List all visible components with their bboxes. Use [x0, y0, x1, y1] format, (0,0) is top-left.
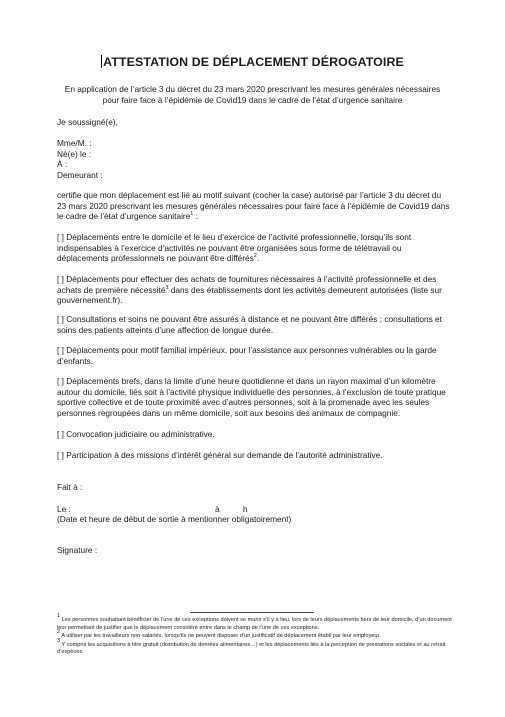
time-at-label: à	[215, 504, 220, 514]
checkbox-placeholder: [ ]	[57, 376, 64, 386]
footnote-ref: 3	[165, 284, 169, 291]
footnotes	[57, 613, 457, 657]
checkbox-placeholder: [ ]	[57, 345, 64, 355]
intro-paragraph: En application de l’article 3 du décret du 23 mars 2020 prescrivant les mesures générales nécessaires pour faire face à l’épidémie de Covid19 dans le cadre de l’état d’urgence sanitaire	[64, 84, 441, 105]
checkbox-placeholder: [ ]	[57, 314, 64, 324]
undersigned-line: Je soussigné(e),	[57, 117, 118, 127]
option-family: [ ] Déplacements pour motif familial impérieux, pour l’assistance aux personnes vulnérables ou la garde d’enfants.	[57, 345, 437, 366]
option-general-interest: [ ] Participation à des missions d’intérêt général sur demande de l’autorité administrative.	[57, 450, 383, 460]
footnote-2: $^2$ A utiliser par les travailleurs non-salariés, lorsqu’ils ne peuvent disposer d’un justificatif de déplacement établi par leur employeur.	[57, 629, 381, 640]
certify-paragraph: certifie que mon déplacement est lié au motif suivant (cocher la case) autorisé par l’article 3 du décret du 23 mars 2020 prescrivant les mesures générales nécessaires pour faire face à l’épidémie de Covid19 dans le cadre de l’état d’urgence sanitaire$^1$ :	[57, 190, 450, 222]
option-health: [ ] Consultations et soins ne pouvant être assurés à distance et ne pouvant être différés ; consultations et soins des patients atteints d’une affection de longue durée.	[57, 314, 442, 335]
birthplace-field-label: À :	[57, 159, 68, 170]
text-cursor	[101, 55, 102, 68]
option-short-outing: [ ] Déplacements brefs, dans la limite d’une heure quotidienne et dans un rayon maximal d’un kilomètre autour du domicile, liés soit à l’activité physique individuelle des personnes, à l’exclusion de toute pratique sportive collective et de toute proximité avec d’autres personnes, soit à la promenade avec les seules personnes regroupées dans un même domicile, soit aux besoins des animaux de compagnie.	[57, 376, 446, 419]
checkbox-placeholder: [ ]	[57, 450, 64, 460]
checkbox-placeholder: [ ]	[57, 274, 64, 284]
footnote-3: $^3$ Y compris les acquisitions à titre gratuit (distribution de denrées alimentaires…) et les déplacements liés à la perception de prestations sociales et au retrait d’espèces.	[57, 637, 446, 656]
made-at-label: Fait à :	[57, 482, 83, 492]
birthdate-field-label: Né(e) le :	[57, 148, 92, 159]
document-title: ATTESTATION DE DÉPLACEMENT DÉROGATOIRE	[103, 55, 404, 69]
checkbox-placeholder: [ ]	[57, 232, 64, 242]
footnote-separator	[190, 612, 314, 613]
checkbox-placeholder: [ ]	[57, 429, 64, 439]
signature-label: Signature :	[57, 545, 98, 555]
option-convocation: [ ] Convocation judiciaire ou administrative.	[57, 429, 215, 439]
residence-field-label: Demeurant :	[57, 170, 103, 181]
footnote-ref: 1	[190, 211, 194, 218]
date-label: Le :	[57, 504, 71, 514]
footnote-ref: 2	[253, 253, 257, 260]
date-note: (Date et heure de début de sortie à mentionner obligatoirement)	[57, 514, 292, 524]
option-professional: [ ] Déplacements entre le domicile et le lieu d’exercice de l’activité professionnelle, lorsqu’ils sont indispensables à l’exercice d’activités ne pouvant être organisées sous forme de télétravail ou déplacements professionnels ne pouvant être différés$^2$.	[57, 232, 412, 264]
identity-fields	[57, 138, 450, 181]
footnote-1: $^1$ Les personnes souhaitant bénéficier de l’une de ces exceptions doivent se munir s’il y a lieu, lors de leurs déplacements hors de leur domicile, d’un document leur permettant de justifier que le déplacement considéré entre dans le champ de l’une de ces exceptions.	[57, 613, 452, 631]
hour-label: h	[243, 504, 248, 514]
name-field-label: Mme/M. :	[57, 138, 92, 148]
option-purchases: [ ] Déplacements pour effectuer des achats de fournitures nécessaires à l’activité professionnelle et des achats de première nécessité$^3$ dans des établissements dont les activités demeurent autorisées (liste sur gouvernement.fr).	[57, 274, 442, 306]
